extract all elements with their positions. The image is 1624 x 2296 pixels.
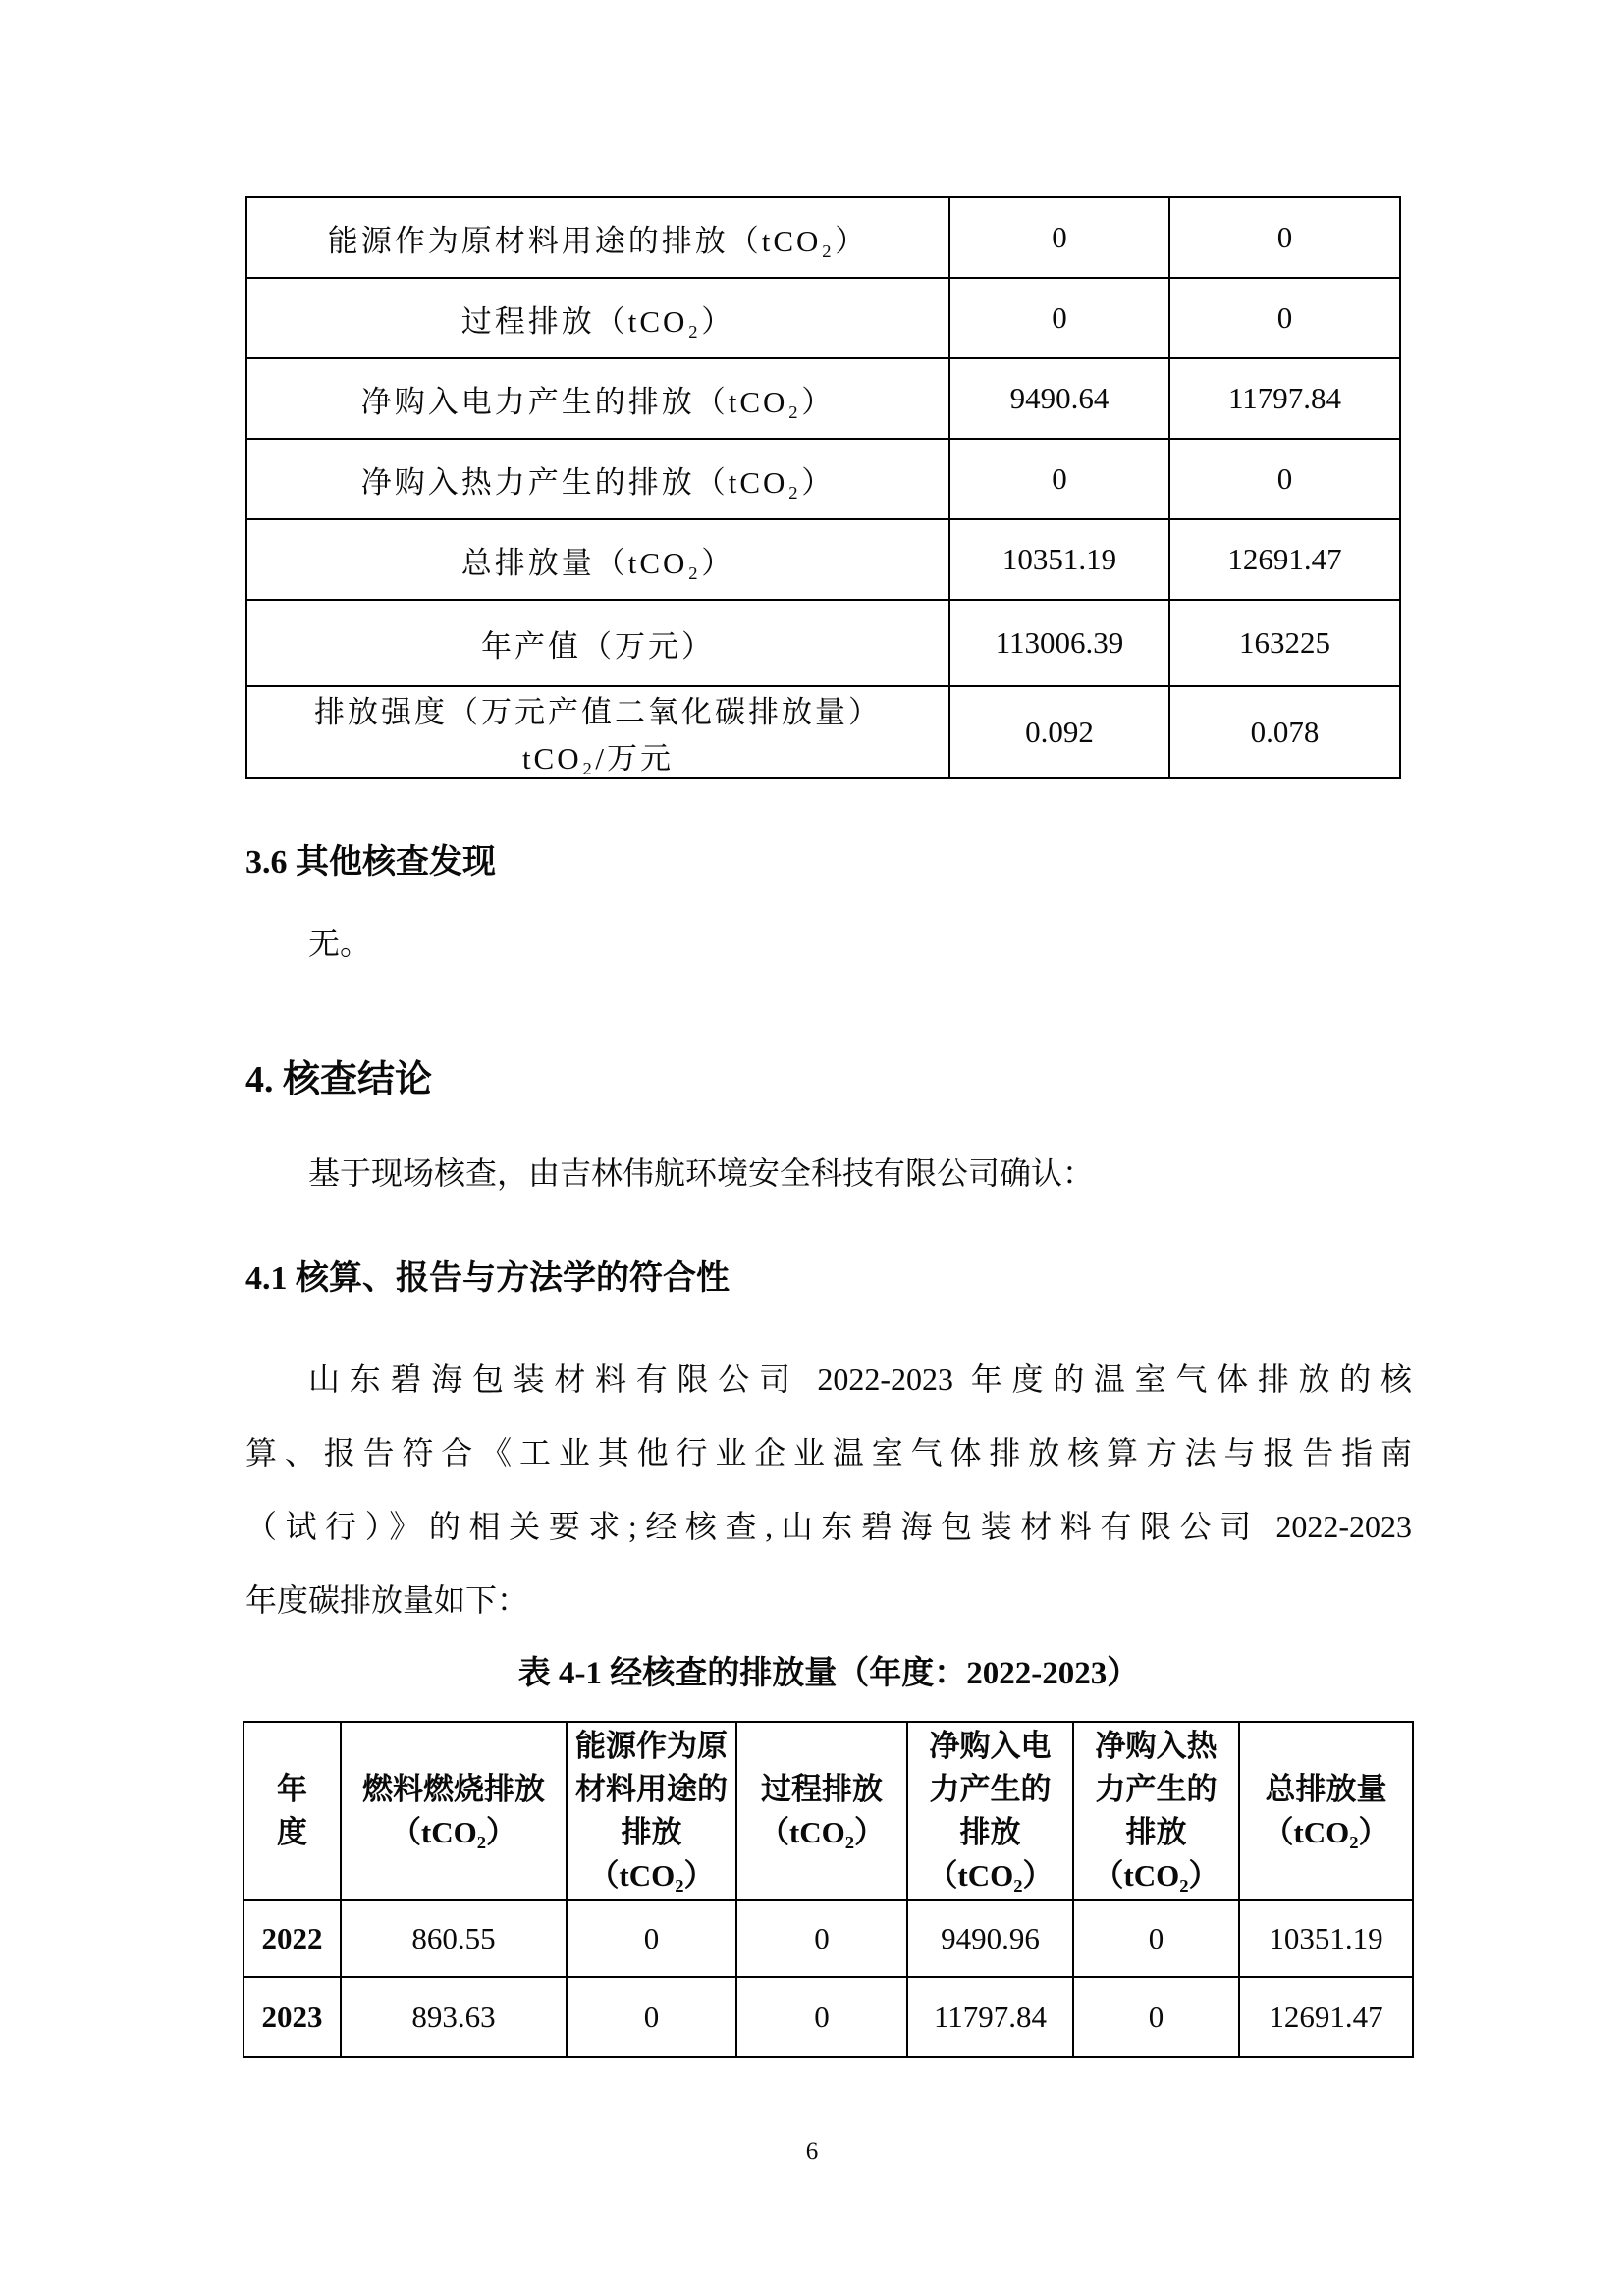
year-cell: 2023 [244, 1977, 341, 2057]
section-4-1-paragraph [245, 1343, 1412, 1637]
table-4-1-caption: 表 4-1 经核查的排放量（年度：2022-2023） [517, 1656, 1140, 1691]
value-cell-2022: 113006.39 [949, 600, 1169, 686]
table-row [246, 197, 1400, 278]
row-label-cell: 净购入热力产生的排放（tCO₂） [246, 439, 949, 519]
paragraph-line: 山东碧海包装材料有限公司 2022-2023 年度的温室气体排放的核 [308, 1362, 1412, 1397]
row-label-cell: 总排放量（tCO₂） [246, 519, 949, 600]
header-year [244, 1722, 341, 1900]
section-3-6-body: 无。 [308, 926, 372, 961]
header-process-emissions: 过程排放（tCO₂） [736, 1722, 907, 1900]
section-heading-3-6: 3.6 其他核查发现 [245, 844, 496, 881]
header-net-purchased-heat: 净购入热力产生的排放（tCO₂） [1073, 1722, 1239, 1900]
value-cell-2023: 163225 [1169, 600, 1400, 686]
electricity-cell: 9490.96 [907, 1900, 1073, 1977]
heat-cell: 0 [1073, 1977, 1239, 2057]
value-cell-2022: 0.092 [949, 686, 1169, 778]
paragraph-line: 年度碳排放量如下： [245, 1582, 529, 1618]
table-row [246, 686, 1400, 778]
header-fuel-combustion: 燃料燃烧排放（tCO₂） [341, 1722, 567, 1900]
page-number: 6 [805, 2138, 819, 2164]
year-cell: 2022 [244, 1900, 341, 1977]
total-cell: 10351.19 [1239, 1900, 1413, 1977]
raw-material-cell: 0 [567, 1977, 736, 2057]
row-label-line2: tCO₂/万元 [521, 741, 675, 775]
process-cell: 0 [736, 1900, 907, 1977]
row-label-cell: 净购入电力产生的排放（tCO₂） [246, 358, 949, 439]
value-cell-2022: 9490.64 [949, 358, 1169, 439]
value-cell-2023: 0 [1169, 278, 1400, 358]
header-energy-as-raw-material: 能源作为原材料用途的排放（tCO₂） [567, 1722, 736, 1900]
row-label-cell: 过程排放（tCO₂） [246, 278, 949, 358]
table-row [246, 439, 1400, 519]
value-cell-2022: 10351.19 [949, 519, 1169, 600]
table-row-2022 [244, 1900, 1413, 1977]
process-cell: 0 [736, 1977, 907, 2057]
table-4-1-wrap [243, 1721, 1414, 2058]
value-cell-2022: 0 [949, 439, 1169, 519]
fuel-cell: 893.63 [341, 1977, 567, 2057]
value-cell-2022: 0 [949, 197, 1169, 278]
table-row [246, 278, 1400, 358]
value-cell-2023: 0 [1169, 197, 1400, 278]
value-cell-2023: 0 [1169, 439, 1400, 519]
raw-material-cell: 0 [567, 1900, 736, 1977]
header-net-purchased-electricity: 净购入电力产生的排放（tCO₂） [907, 1722, 1073, 1900]
row-label-line1: 排放强度（万元产值二氧化碳排放量） [314, 695, 882, 729]
section-heading-4: 4. 核查结论 [245, 1059, 433, 1100]
heat-cell: 0 [1073, 1900, 1239, 1977]
value-cell-2023: 11797.84 [1169, 358, 1400, 439]
table-row [246, 519, 1400, 600]
emissions-summary-table [245, 196, 1401, 779]
emissions-summary-table-wrap [245, 196, 1401, 779]
value-cell-2022: 0 [949, 278, 1169, 358]
value-cell-2023: 0.078 [1169, 686, 1400, 778]
section-4-intro: 基于现场核查，由吉林伟航环境安全科技有限公司确认： [308, 1155, 1095, 1191]
table-header-row [244, 1722, 1413, 1900]
row-label-cell: 能源作为原材料用途的排放（tCO₂） [246, 197, 949, 278]
table-row-2023 [244, 1977, 1413, 2057]
section-heading-4-1: 4.1 核算、报告与方法学的符合性 [245, 1260, 730, 1297]
row-label-cell: 年产值（万元） [246, 600, 949, 686]
table-row [246, 600, 1400, 686]
fuel-cell: 860.55 [341, 1900, 567, 1977]
paragraph-line: （试行）》的相关要求;经核查,山东碧海包装材料有限公司 2022-2023 [245, 1509, 1412, 1544]
paragraph-line: 算、报告符合《工业其他行业企业温室气体排放核算方法与报告指南 [245, 1435, 1412, 1470]
total-cell: 12691.47 [1239, 1977, 1413, 2057]
value-cell-2023: 12691.47 [1169, 519, 1400, 600]
header-year-label: 年度 [276, 1772, 307, 1850]
table-row [246, 358, 1400, 439]
electricity-cell: 11797.84 [907, 1977, 1073, 2057]
header-total-emissions: 总排放量（tCO₂） [1239, 1722, 1413, 1900]
table-4-1 [243, 1721, 1414, 2058]
row-label-cell [246, 686, 949, 778]
